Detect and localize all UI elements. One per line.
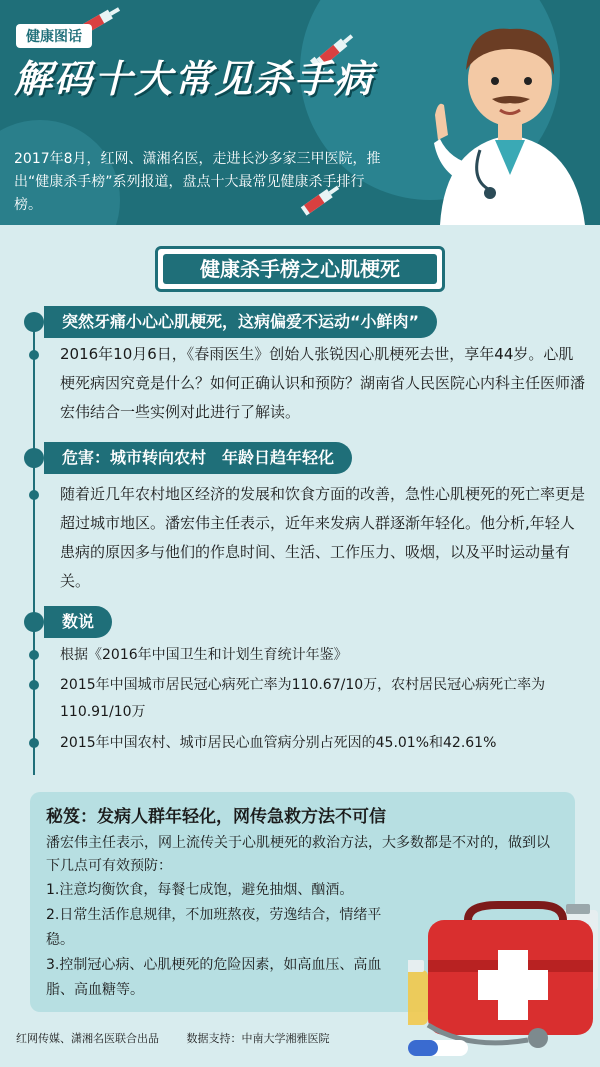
section-body: 随着近几年农村地区经济的发展和饮食方面的改善，急性心肌梗死的死亡率更是超过城市地区。潘宏伟主任表示，近年来发病人群逐渐年轻化。他分析,年轻人患病的原因多与他们的作息时间、生活、工作压力、吸烟，以及平时运动量有关。 [60,485,586,590]
footer [16,1030,354,1046]
section-title-box [155,246,445,292]
timeline-dot [24,612,44,632]
timeline-dot [29,490,39,500]
stat-line: 2015年中国城市居民冠心病死亡率为110.67/10万，农村居民冠心病死亡率为110.91/10万 [60,677,546,720]
page-title: 解码十大常见杀手病 [14,57,375,101]
timeline-dot [29,350,39,360]
footer-publisher: 红网传媒、潇湘名医联合出品 [16,1032,159,1045]
section-heading: 突然牙痛小心心肌梗死，这病偏爱不运动“小鲜肉” [44,306,437,338]
section-title: 健康杀手榜之心肌梗死 [163,254,437,284]
section-body: 2016年10月6日，《春雨医生》创始人张锐因心肌梗死去世，享年44岁。心肌梗死病因究竟是什么？如何正确认识和预防？湖南省人民医院心内科主任医师潘宏伟结合一些实例对此进行了解读。 [60,345,586,421]
header-tag: 健康图话 [16,24,92,48]
tip-item: 1.注意均衡饮食，每餐七成饱，避免抽烟、酗酒。 [46,882,354,898]
doctor-illustration [420,15,600,225]
stat-line: 根据《2016年中国卫生和计划生育统计年鉴》 [60,647,348,663]
footer-support: 数据支持：中南大学湘雅医院 [186,1032,330,1045]
header-banner [0,0,600,225]
section-heading: 数说 [44,606,112,638]
header-intro: 2017年8月，红网、潇湘名医，走进长沙多家三甲医院，推出“健康杀手榜”系列报道，盘点十大最常见健康杀手排行榜。 [14,151,381,213]
medical-kit-illustration [408,900,600,1067]
tips-intro: 潘宏伟主任表示，网上流传关于心肌梗死的救治方法，大多数都是不对的，做到以下几点可有效预防： [46,835,550,874]
timeline-dot [29,680,39,690]
timeline-dot [29,738,39,748]
section-heading: 危害：城市转向农村 年龄日趋年轻化 [44,442,352,474]
timeline-line [33,320,35,775]
stat-line: 2015年中国农村、城市居民心血管病分别占死因的45.01%和42.61% [60,735,497,751]
timeline-dot [24,312,44,332]
tip-item: 2.日常生活作息规律，不加班熬夜，劳逸结合，情绪平稳。 [46,907,382,948]
timeline-dot [29,650,39,660]
tips-list [46,878,406,1003]
timeline-dot [24,448,44,468]
tip-item: 3.控制冠心病、心肌梗死的危险因素，如高血压、高血脂、高血糖等。 [46,957,382,998]
tips-title: 秘笈：发病人群年轻化，网传急救方法不可信 [46,807,386,827]
